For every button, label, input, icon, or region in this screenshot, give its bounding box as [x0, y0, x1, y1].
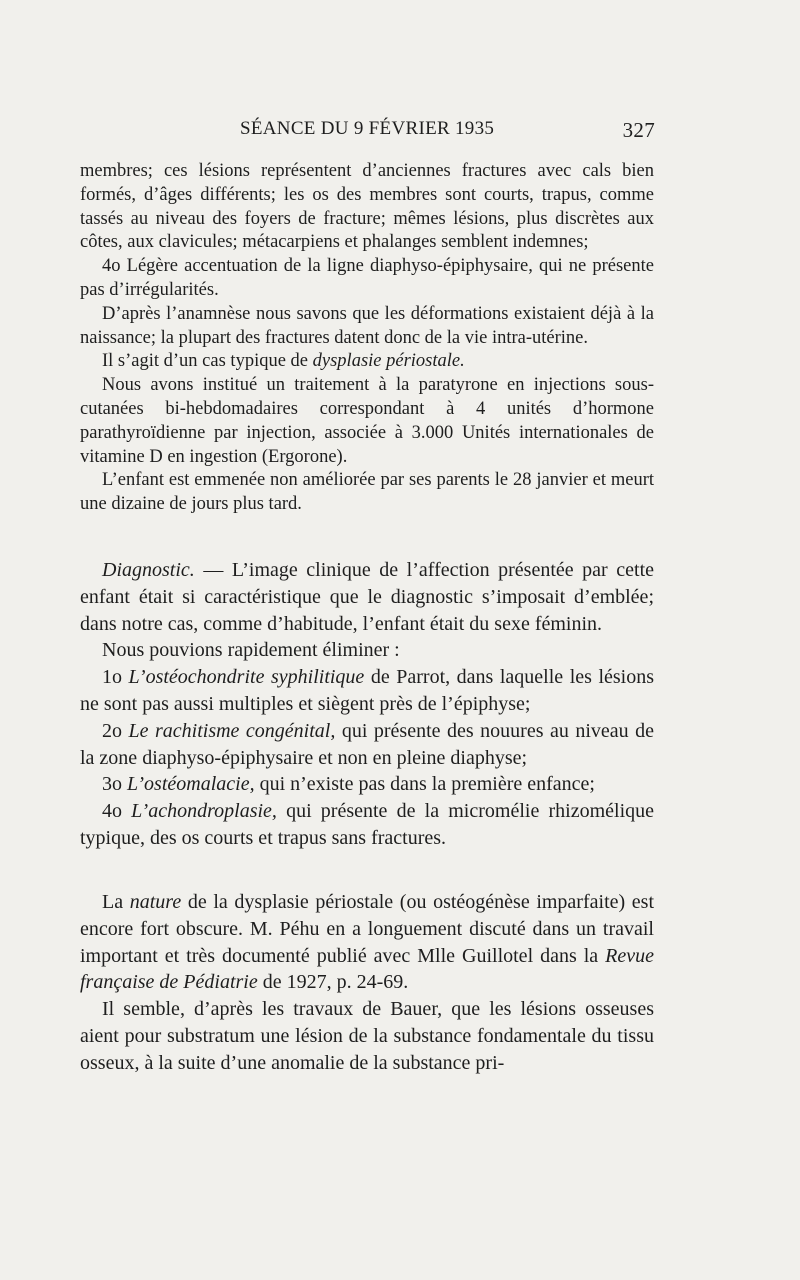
- list-item: [80, 664, 654, 718]
- text-run: qui présente des nouures au niveau de la zone diaphyso-épiphysaire et non en pleine diaphyse;: [80, 719, 655, 769]
- text-run: — L’image clinique de l’affection présentée par cette enfant était si caractéristique que le diagnostic s’imposait d’emblée; dans notre cas, comme d’habitude, l’enfant était du sexe féminin.: [80, 559, 654, 635]
- paragraph: D’après l’anamnèse nous savons que les déformations existaient déjà à la naissance; la plupart des fractures datent donc de la vie intra-utérine.: [80, 303, 654, 348]
- section-heading: Diagnostic.: [102, 559, 195, 581]
- paragraph: Il semble, d’après les travaux de Bauer, que les lésions osseuses aient pour substratum une lésion de la substance fondamentale du tissu osseux, à la suite d’une anomalie de la substance pri-: [80, 998, 654, 1074]
- paragraph: membres; ces lésions représentent d’anciennes fractures avec cals bien formés, d’âges différents; les os des membres sont courts, trapus, comme tassés au niveau des foyers de fracture; mêmes lésions, plus discrètes aux côtes, aux clavicules; métacarpiens et phalanges semblent indemnes;: [80, 161, 654, 253]
- paragraph: [80, 889, 654, 996]
- item-number: 2o: [102, 719, 129, 742]
- list-item: [80, 771, 654, 798]
- case-report-section: [80, 160, 654, 517]
- text-run: qui n’existe pas dans la première enfance;: [254, 773, 595, 796]
- paragraph: 4o Légère accentuation de la ligne diaphyso-épiphysaire, qui ne présente pas d’irrégularités.: [80, 256, 654, 300]
- page-number: 327: [622, 118, 655, 142]
- list-item: [80, 798, 654, 852]
- paragraph: [80, 557, 654, 637]
- item-number: 3o: [102, 773, 127, 796]
- text-run: de la dysplasie périostale (ou ostéogénèse imparfaite) est encore fort obscure. M. Péhu en a longuement discuté dans un travail important et très documenté publié avec Mlle Guillotel dans la: [80, 891, 654, 967]
- item-number: 4o: [102, 800, 132, 823]
- journal-title: Revue française de Pédiatrie: [80, 944, 654, 994]
- text-run: Il s’agit d’un cas typique de: [102, 351, 313, 372]
- text-run: La: [102, 891, 130, 913]
- paragraph: Nous pouvions rapidement éliminer :: [102, 639, 400, 662]
- italic-term: L’achondroplasie,: [131, 800, 277, 823]
- running-header: [80, 118, 655, 146]
- paragraph: [80, 350, 654, 374]
- italic-term: nature: [129, 891, 182, 913]
- italic-term: L’ostéomalacie,: [127, 773, 255, 796]
- item-number: 1o: [102, 666, 129, 689]
- paragraph: L’enfant est emmenée non améliorée par ses parents le 28 janvier et meurt une dizaine de jours plus tard.: [80, 470, 654, 515]
- diagnostic-section: [80, 557, 654, 852]
- italic-term: dysplasie périostale.: [312, 351, 465, 372]
- list-item: [80, 718, 654, 772]
- text-run: de Parrot, dans laquelle les lésions ne sont pas aussi multiples et siègent près de l’épiphyse;: [80, 666, 654, 715]
- nature-section: [80, 889, 654, 1077]
- paragraph: Nous avons institué un traitement à la paratyrone en injections sous-cutanées bi-hebdomadaires correspondant à 4 unités d’hormone parathyroïdienne par injection, associée à 3.000 Unités internationales de vitamine D en ingestion (Ergorone).: [80, 375, 654, 467]
- text-run: qui présente de la micromélie rhizomélique typique, des os courts et trapus sans fractures.: [80, 800, 655, 849]
- italic-term: L’ostéochondrite syphilitique: [128, 666, 365, 689]
- text-run: de 1927, p. 24-69.: [257, 971, 409, 994]
- running-title: SÉANCE DU 9 FÉVRIER 1935: [240, 118, 495, 139]
- italic-term: Le rachitisme congénital,: [128, 719, 336, 742]
